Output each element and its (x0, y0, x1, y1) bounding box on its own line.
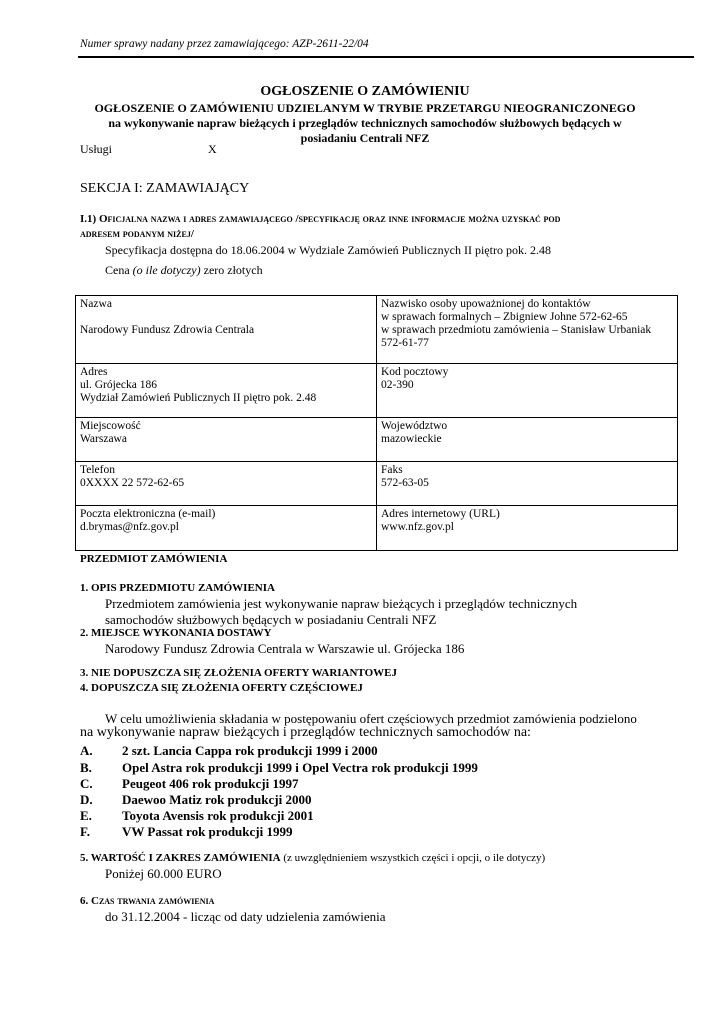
part-letter: F. (80, 824, 90, 839)
cell-value: w sprawach formalnych – Zbigniew Johne 572-62-65 (381, 311, 628, 323)
document-subtitle-2: na wykonywanie napraw bieżących i przeglądów technicznych samochodów służbowych będących w (108, 116, 622, 130)
section-1-heading: SEKCJA I: ZAMAWIAJĄCY (80, 181, 250, 196)
table-row (76, 418, 678, 462)
cell-label: Miejscowość (80, 420, 141, 432)
item-5-value: Poniżej 60.000 EURO (105, 866, 222, 881)
part-text: VW Passat rok produkcji 1999 (122, 824, 293, 839)
table-row (76, 296, 678, 364)
price-value: zero złotych (200, 263, 263, 277)
cell-label: Województwo (381, 420, 448, 432)
document-subtitle-1: OGŁOSZENIE O ZAMÓWIENIU UDZIELANYM W TRYBIE PRZETARGU NIEOGRANICZONEGO (94, 101, 636, 115)
specification-availability: Specyfikacja dostępna do 18.06.2004 w Wydziale Zamówień Publicznych II piętro pok. 2.48 (105, 243, 551, 257)
table-row (76, 462, 678, 506)
part-text: Daewoo Matiz rok produkcji 2000 (122, 792, 312, 807)
section-1-1-heading-line2: adresem podanym niżej/ (80, 228, 194, 240)
partial-offer-line-2: na wykonywanie napraw bieżących i przeglądów technicznych samochodów na: (80, 725, 531, 740)
document-title: OGŁOSZENIE O ZAMÓWIENIU (260, 84, 470, 99)
cell-label: Telefon (80, 464, 115, 476)
item-1-line-2: samochodów służbowych będących w posiadaniu Centrali NFZ (105, 612, 437, 627)
cell-label: Nazwisko osoby upoważnionej do kontaktów (381, 298, 591, 310)
item-2-line: Narodowy Fundusz Zdrowia Centrala w Warszawie ul. Grójecka 186 (105, 641, 465, 656)
table-cell-url (377, 506, 678, 551)
price-note: (o ile dotyczy) (132, 263, 201, 277)
cell-value: 572-63-05 (381, 477, 429, 489)
table-cell-voivodeship (377, 418, 678, 462)
cell-value: d.brymas@nfz.gov.pl (80, 521, 179, 533)
cell-value: w sprawach przedmiotu zamówienia – Stanisław Urbaniak (381, 324, 652, 336)
item-1-line-1: Przedmiotem zamówienia jest wykonywanie napraw bieżących i przeglądów technicznych (105, 596, 578, 611)
cell-label: Kod pocztowy (381, 366, 449, 378)
contact-table (75, 295, 678, 551)
part-letter: B. (80, 760, 92, 775)
table-row (76, 364, 678, 418)
table-cell-name (76, 296, 377, 364)
cell-value: 02-390 (381, 379, 414, 391)
case-number: Numer sprawy nadany przez zamawiającego: AZP-2611-22/04 (80, 38, 369, 50)
cell-label: Adres internetowy (URL) (381, 508, 500, 520)
part-letter: D. (80, 792, 93, 807)
subject-heading: PRZEDMIOT ZAMÓWIENIA (80, 553, 228, 565)
document-subtitle-3: posiadaniu Centrali NFZ (300, 131, 430, 145)
part-text: Opel Astra rok produkcji 1999 i Opel Vectra rok produkcji 1999 (122, 760, 478, 775)
table-cell-postal-code (377, 364, 678, 418)
item-6-heading: 6. Czas trwania zamówienia (80, 895, 215, 907)
table-cell-fax (377, 462, 678, 506)
cell-value: mazowieckie (381, 433, 442, 445)
section-1-1-heading-line1: I.1) Oficjalna nazwa i adres zamawiającego /specyfikację oraz inne informacje można uzyskać pod (80, 213, 561, 225)
cell-value: www.nfz.gov.pl (381, 521, 454, 533)
item-5-line (80, 852, 545, 864)
service-type-mark: X (208, 142, 217, 156)
item-4-heading: 4. DOPUSZCZA SIĘ ZŁOŻENIA OFERTY CZĘŚCIOWEJ (80, 682, 363, 694)
item-1-heading: 1. OPIS PRZEDMIOTU ZAMÓWIENIA (80, 582, 275, 594)
cell-value: Wydział Zamówień Publicznych II piętro pok. 2.48 (80, 392, 317, 404)
price-line (105, 263, 263, 278)
service-type-label: Usługi (80, 142, 113, 156)
part-letter: C. (80, 776, 93, 791)
header-divider (78, 56, 694, 58)
table-row (76, 506, 678, 551)
table-cell-contact-persons (377, 296, 678, 364)
cell-value: ul. Grójecka 186 (80, 379, 157, 391)
item-6-value: do 31.12.2004 - licząc od daty udzielenia zamówienia (105, 909, 386, 924)
part-text: Toyota Avensis rok produkcji 2001 (122, 808, 314, 823)
cell-label: Poczta elektroniczna (e-mail) (80, 508, 216, 520)
partial-offer-line-1: W celu umożliwienia składania w postępowaniu ofert częściowych przedmiot zamówienia podzielono (105, 711, 637, 726)
cell-label: Adres (80, 366, 108, 378)
table-cell-address (76, 364, 377, 418)
cell-label: Nazwa (80, 298, 112, 310)
cell-value: 572-61-77 (381, 337, 429, 349)
cell-value: 0XXXX 22 572-62-65 (80, 477, 185, 489)
item-5-note: (z uwzględnieniem wszystkich części i opcji, o ile dotyczy) (280, 852, 546, 864)
cell-label: Faks (381, 464, 403, 476)
cell-value: Warszawa (80, 433, 127, 445)
item-5-heading: 5. WARTOŚĆ I ZAKRES ZAMÓWIENIA (80, 852, 281, 864)
item-3-heading: 3. NIE DOPUSZCZA SIĘ ZŁOŻENIA OFERTY WARIANTOWEJ (80, 667, 397, 679)
item-2-heading: 2. MIEJSCE WYKONANIA DOSTAWY (80, 627, 272, 639)
table-cell-phone (76, 462, 377, 506)
price-prefix: Cena (105, 263, 133, 277)
part-letter: A. (80, 743, 93, 758)
cell-spacer (80, 311, 372, 324)
part-text: 2 szt. Lancia Cappa rok produkcji 1999 i 2000 (122, 743, 378, 758)
cell-value: Narodowy Fundusz Zdrowia Centrala (80, 324, 255, 336)
part-text: Peugeot 406 rok produkcji 1997 (122, 776, 299, 791)
part-letter: E. (80, 808, 92, 823)
table-cell-city (76, 418, 377, 462)
table-cell-email (76, 506, 377, 551)
